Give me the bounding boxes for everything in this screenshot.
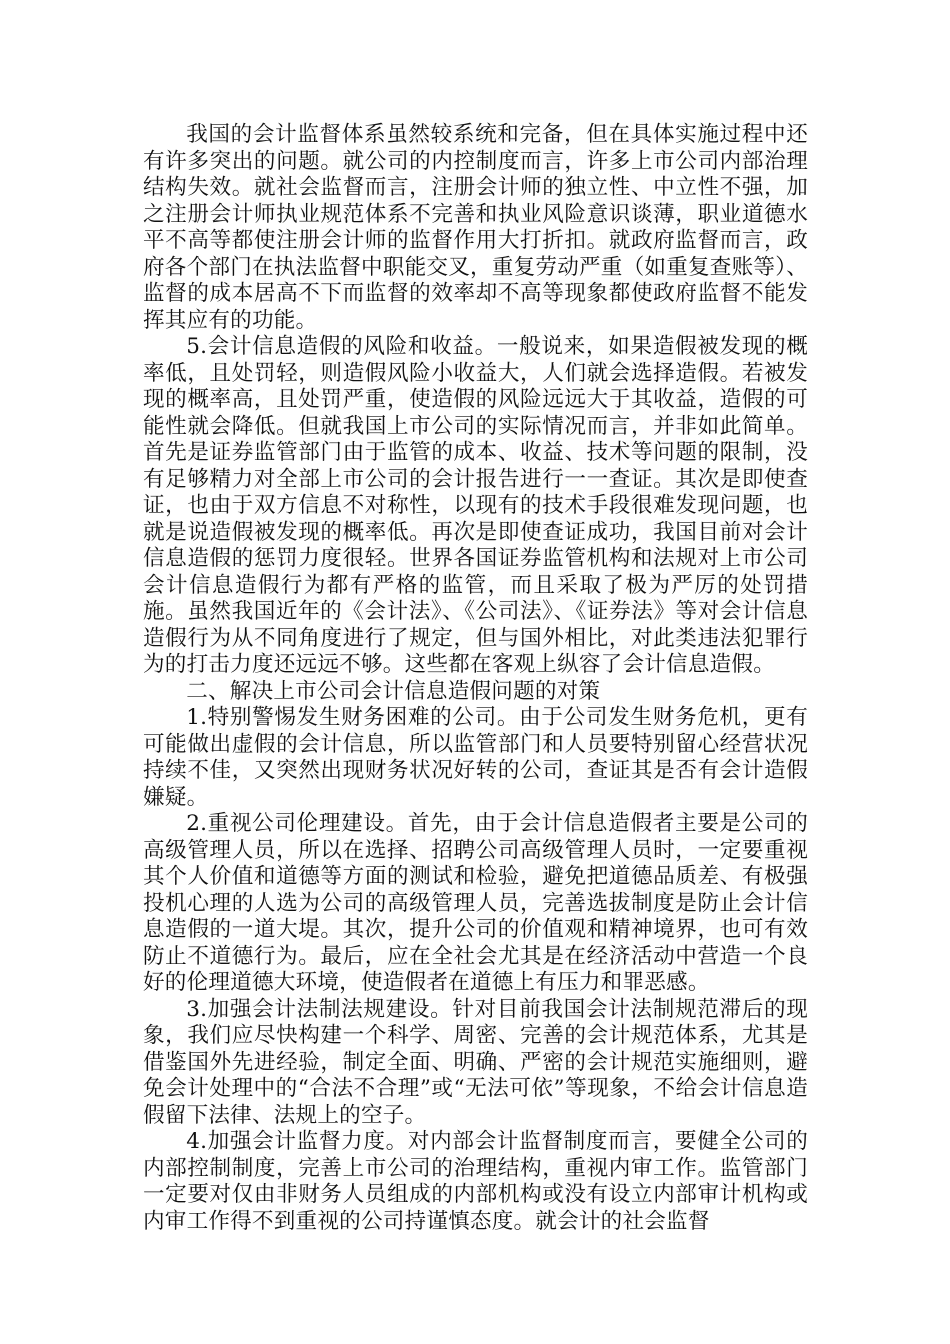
paragraph-ethics: 2.重视公司伦理建设。首先，由于会计信息造假者主要是公司的高级管理人员，所以在选择、招聘公司高级管理人员时，一定要重视其个人价值和道德等方面的测试和检验，避免把道德品质差、有极强投机心理的人选为公司的高级管理人员，完善选拔制度是防止会计信息造假的一道大堤。其次，提升公司的价值观和精神境界，也可有效防止不道德行为。最后，应在全社会尤其是在经济活动中营造一个良好的伦理道德大环境，使造假者在道德上有压力和罪恶感。 [143,811,808,995]
paragraph-financial-difficulty: 1.特别警惕发生财务困难的公司。由于公司发生财务危机，更有可能做出虚假的会计信息，所以监管部门和人员要特别留心经营状况持续不佳，又突然出现财务状况好转的公司，查证其是否有会计造假嫌疑。 [143,705,808,810]
section-heading-countermeasures: 二、解决上市公司会计信息造假问题的对策 [186,678,601,704]
paragraph-supervision-strength: 4.加强会计监督力度。对内部会计监督制度而言，要健全公司的内部控制制度，完善上市公司的治理结构，重视内审工作。监管部门一定要对仅由非财务人员组成的内部机构或没有设立内部审计机构或内审工作得不到重视的公司持谨慎态度。就会计的社会监督 [143,1129,808,1234]
document-body [143,122,808,1235]
paragraph-supervision-system: 我国的会计监督体系虽然较系统和完备，但在具体实施过程中还有许多突出的问题。就公司的内控制度而言，许多上市公司内部治理结构失效。就社会监督而言，注册会计师的独立性、中立性不强，加之注册会计师执业规范体系不完善和执业风险意识谈薄，职业道德水平不高等都使注册会计师的监督作用大打折扣。就政府监督而言，政府各个部门在执法监督中职能交叉，重复劳动严重（如重复查账等）、监督的成本居高不下而监督的效率却不高等现象都使政府监督不能发挥其应有的功能。 [143,122,808,333]
paragraph-legal-system: 3.加强会计法制法规建设。针对目前我国会计法制规范滞后的现象，我们应尽快构建一个科学、周密、完善的会计规范体系，尤其是借鉴国外先进经验，制定全面、明确、严密的会计规范实施细则，避免会计处理中的“合法不合理”或“无法可依”等现象，不给会计信息造假留下法律、法规上的空子。 [143,996,808,1128]
paragraph-risk-and-benefit: 5.会计信息造假的风险和收益。一般说来，如果造假被发现的概率低，且处罚轻，则造假风险小收益大，人们就会选择造假。若被发现的概率高，且处罚严重，使造假的风险远远大于其收益，造假的可能性就会降低。但就我国上市公司的实际情况而言，并非如此简单。首先是证券监管部门由于监管的成本、收益、技术等问题的限制，没有足够精力对全部上市公司的会计报告进行一一查证。其次是即使查证，也由于双方信息不对称性，以现有的技术手段很难发现问题，也就是说造假被发现的概率低。再次是即使查证成功，我国目前对会计信息造假的惩罚力度很轻。世界各国证券监管机构和法规对上市公司会计信息造假行为都有严格的监管，而且采取了极为严厉的处罚措施。虽然我国近年的《会计法》、《公司法》、《证券法》等对会计信息造假行为从不同角度进行了规定，但与国外相比，对此类违法犯罪行为的打击力度还远远不够。这些都在客观上纵容了会计信息造假。 [143,334,808,677]
